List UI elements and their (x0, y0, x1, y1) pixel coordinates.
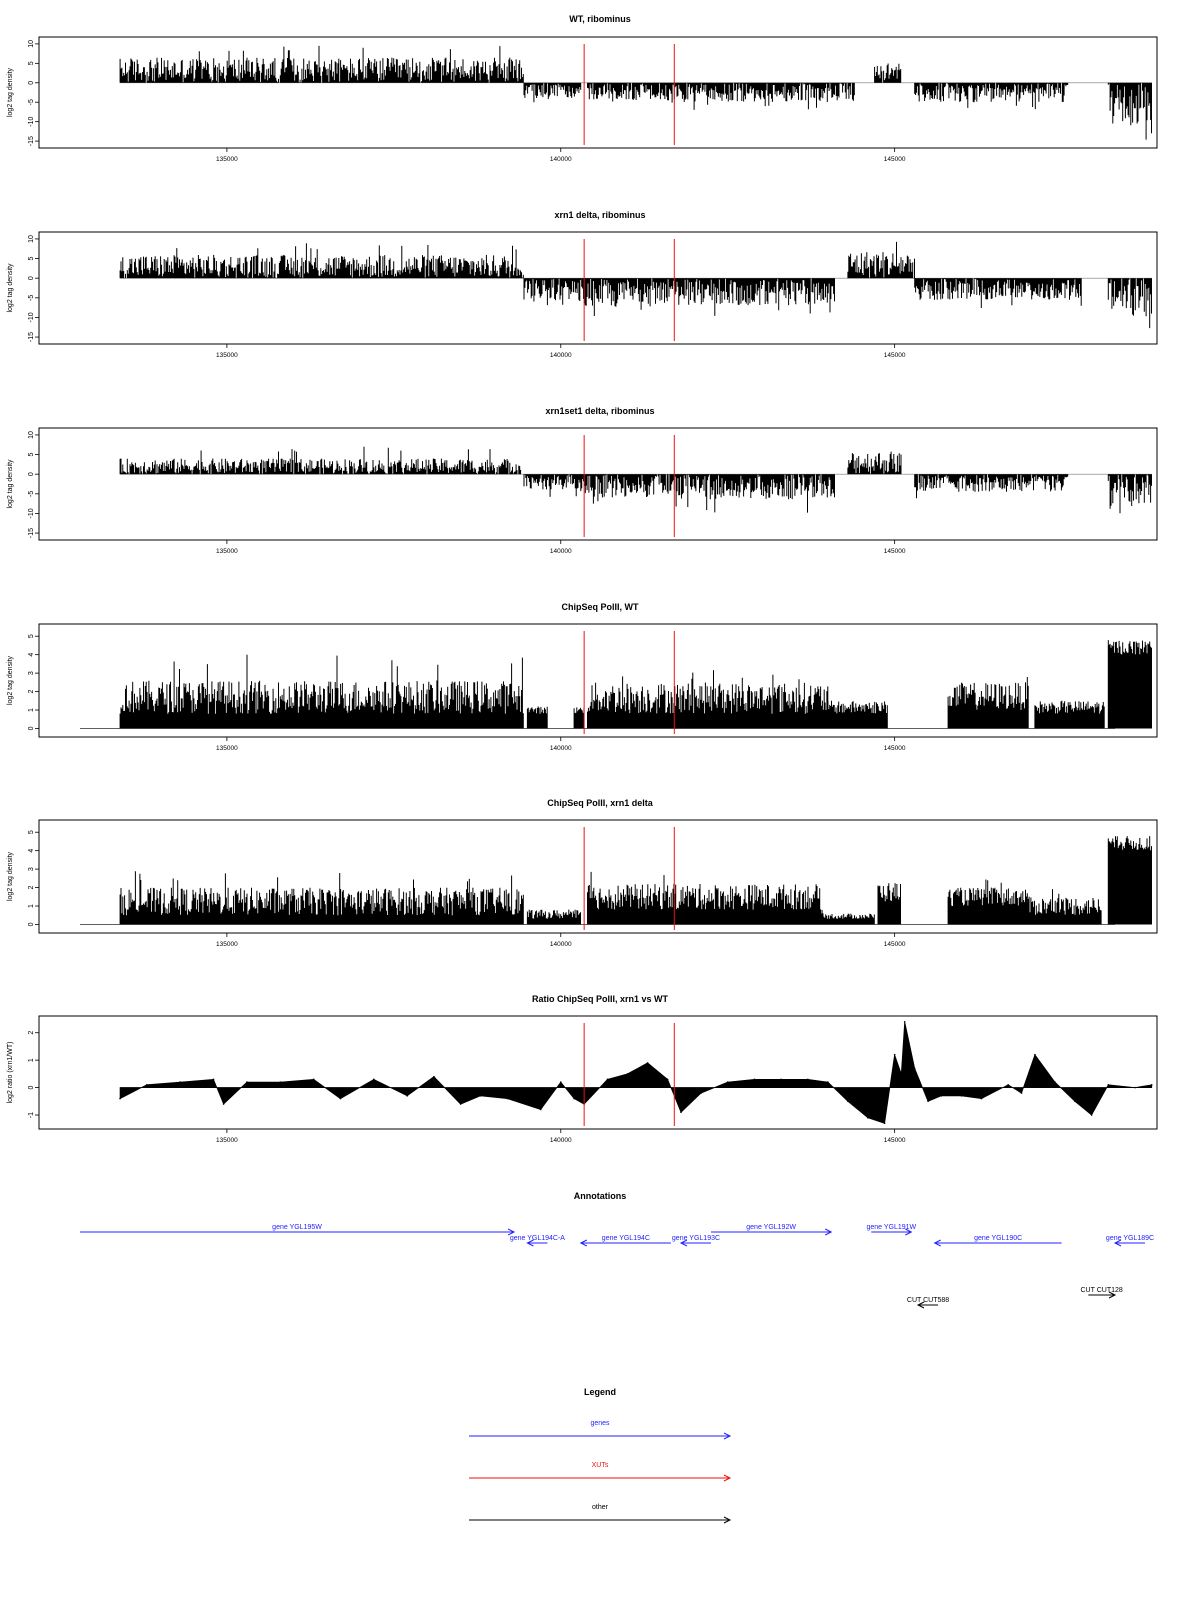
x-axis (216, 737, 906, 752)
x-tick-label: 140000 (549, 156, 572, 163)
y-axis-label: log2 tag density (7, 263, 14, 313)
annotations-title: Annotations (573, 1191, 627, 1201)
signal-bars (581, 474, 674, 503)
x-tick-label: 135000 (216, 548, 238, 555)
track-panel-4 (7, 602, 1157, 752)
ratio-point (914, 1068, 916, 1070)
ratio-point (507, 1098, 509, 1100)
signal-bars (1108, 278, 1151, 328)
signal-bars (527, 707, 547, 729)
ratio-point (700, 1092, 702, 1094)
series-marks (120, 242, 1152, 328)
y-tick-label: 4 (28, 848, 35, 853)
y-tick-label: 1 (28, 904, 35, 908)
signal-segment (828, 701, 887, 729)
ratio-point (727, 1081, 729, 1083)
x-tick-label: 140000 (549, 941, 572, 948)
signal-bars (948, 677, 1028, 729)
ratio-point (827, 1081, 829, 1083)
x-tick-label: 145000 (883, 156, 906, 163)
signal-segment (948, 677, 1028, 729)
y-axis (7, 634, 39, 730)
series-marks (120, 447, 1152, 513)
legend-section (469, 1387, 730, 1523)
ratio-point (680, 1111, 682, 1113)
ratio-point (627, 1073, 629, 1075)
ratio-point (647, 1062, 649, 1064)
track-panel-6 (7, 994, 1157, 1144)
legend-item (469, 1420, 730, 1439)
ratio-point (780, 1079, 782, 1081)
ratio-point (1034, 1054, 1036, 1056)
signal-segment (581, 474, 674, 503)
y-tick-label: 0 (28, 276, 35, 281)
y-tick-label: 3 (28, 671, 35, 676)
legend-item (469, 1462, 730, 1481)
x-tick-label: 140000 (549, 1137, 572, 1144)
y-tick-label: -1 (28, 1111, 35, 1119)
signal-bars (524, 474, 581, 497)
feature-label: gene YGL194C-A (509, 1235, 565, 1242)
ratio-point (480, 1095, 482, 1097)
x-tick-label: 135000 (216, 941, 238, 948)
ratio-point (961, 1095, 963, 1097)
x-tick-label: 140000 (549, 745, 572, 752)
feature-label: gene YGL193C (671, 1235, 721, 1242)
y-tick-label: -10 (28, 116, 35, 127)
y-tick-label: 0 (28, 922, 35, 927)
signal-bars (588, 872, 821, 925)
y-tick-label: 0 (28, 80, 35, 85)
ratio-point (607, 1079, 609, 1081)
y-axis-label: log2 ratio (xrn1/WT) (7, 1041, 14, 1104)
ratio-point (460, 1103, 462, 1105)
signal-bars (524, 278, 581, 305)
panel-title: xrn1set1 delta, ribominus (545, 406, 655, 416)
signal-bars (120, 447, 520, 474)
ratio-point (1021, 1092, 1023, 1094)
ratio-point (667, 1079, 669, 1081)
signal-bars (120, 46, 523, 83)
ratio-point (1108, 1084, 1110, 1086)
signal-bars (574, 707, 584, 728)
legend-label: XUTs (591, 1462, 609, 1469)
signal-segment (524, 278, 581, 305)
signal-segment (674, 278, 834, 316)
signal-segment (1108, 640, 1151, 728)
signal-bars (878, 883, 901, 924)
signal-segment (524, 83, 581, 102)
legend-label: other (592, 1504, 608, 1511)
y-tick-label: -5 (28, 490, 35, 497)
y-axis (7, 235, 39, 342)
signal-bars (875, 64, 901, 83)
signal-segment (524, 474, 581, 497)
annotation-feature (80, 1224, 514, 1235)
y-axis-label: log2 tag density (7, 851, 14, 902)
y-axis (7, 1031, 39, 1118)
y-axis-label: log2 tag density (7, 67, 14, 118)
ratio-point (146, 1084, 148, 1086)
x-axis (216, 344, 906, 359)
y-tick-label: 1 (28, 1058, 35, 1063)
signal-segment (848, 242, 915, 278)
signal-segment (120, 243, 523, 278)
annotation-feature (1106, 1235, 1154, 1246)
y-tick-label: -15 (28, 332, 35, 343)
y-tick-label: 3 (28, 867, 35, 872)
signal-segment (1028, 889, 1101, 924)
signal-bars (524, 83, 581, 102)
y-tick-label: -15 (28, 528, 35, 539)
signal-bars (1108, 83, 1151, 140)
signal-bars (674, 83, 854, 110)
y-axis (7, 830, 39, 926)
x-axis (216, 933, 906, 948)
y-tick-label: 5 (28, 61, 35, 66)
signal-segment (527, 707, 547, 729)
x-axis (216, 540, 906, 555)
ratio-point (119, 1098, 121, 1100)
track-panel-1 (7, 14, 1157, 163)
ratio-point (313, 1079, 315, 1081)
y-tick-label: 10 (28, 39, 35, 48)
signal-segment (120, 871, 523, 924)
annotation-feature (581, 1235, 671, 1246)
x-tick-label: 135000 (216, 745, 238, 752)
signal-segment (674, 83, 854, 110)
panel-title: ChipSeq PolII, WT (561, 602, 639, 612)
ratio-point (1054, 1081, 1056, 1083)
signal-bars (948, 880, 1028, 925)
signal-bars (588, 670, 828, 728)
ratio-point (807, 1079, 809, 1081)
signal-segment (588, 670, 828, 728)
ratio-point (179, 1081, 181, 1083)
ratio-point (754, 1079, 756, 1081)
x-tick-label: 135000 (216, 156, 238, 163)
annotations-section (80, 1191, 1154, 1308)
signal-segment (878, 883, 901, 924)
x-tick-label: 145000 (883, 941, 906, 948)
annotation-feature (510, 1235, 565, 1246)
signal-segment (915, 278, 1081, 308)
signal-bars (588, 83, 674, 103)
signal-segment (527, 910, 580, 925)
signal-segment (588, 83, 674, 103)
signal-segment (1108, 278, 1151, 328)
y-tick-label: 0 (28, 726, 35, 731)
signal-bars (120, 871, 523, 924)
y-tick-label: -5 (28, 294, 35, 301)
ratio-point (373, 1079, 375, 1081)
signal-segment (1108, 836, 1151, 924)
plot-frame (39, 1016, 1157, 1129)
annotation-feature (1081, 1287, 1123, 1298)
signal-bars (915, 278, 1081, 308)
signal-bars (1108, 836, 1151, 924)
ratio-point (847, 1101, 849, 1103)
y-axis-label: log2 tag density (7, 459, 14, 509)
x-tick-label: 145000 (883, 352, 906, 359)
ratio-point (223, 1103, 225, 1105)
y-axis (7, 40, 39, 146)
ratio-point (927, 1101, 929, 1103)
signal-segment (1035, 701, 1104, 729)
signal-bars (674, 474, 834, 512)
y-tick-label: 10 (28, 235, 35, 243)
ratio-point (560, 1081, 562, 1083)
y-tick-label: 2 (28, 885, 35, 890)
feature-label: CUT CUT128 (1080, 1287, 1123, 1294)
x-tick-label: 145000 (883, 745, 906, 752)
ratio-point (867, 1117, 869, 1119)
y-tick-label: 5 (28, 256, 35, 261)
signal-segment (915, 474, 1068, 498)
signal-bars (915, 83, 1068, 109)
y-tick-label: -5 (28, 99, 35, 106)
annotation-feature (711, 1224, 831, 1235)
signal-bars (120, 243, 523, 278)
annotation-feature (907, 1297, 949, 1308)
ratio-point (1074, 1101, 1076, 1103)
y-tick-label: 2 (28, 689, 35, 694)
series-marks (80, 836, 1152, 924)
signal-segment (915, 83, 1068, 109)
ratio-point (406, 1095, 408, 1097)
y-tick-label: 0 (28, 472, 35, 477)
signal-segment (1108, 474, 1151, 513)
ratio-point (1091, 1114, 1093, 1116)
feature-label: gene YGL190C (974, 1235, 1023, 1242)
x-tick-label: 145000 (883, 1137, 906, 1144)
ratio-area (120, 1022, 1152, 1124)
signal-bars (527, 910, 580, 925)
y-axis (7, 431, 39, 538)
panel-title: Ratio ChipSeq PolII, xrn1 vs WT (531, 994, 669, 1004)
ratio-point (941, 1095, 943, 1097)
panel-title: ChipSeq PolII, xrn1 delta (547, 798, 653, 808)
signal-segment (875, 64, 901, 83)
y-tick-label: -10 (28, 508, 35, 519)
legend-label: genes (590, 1420, 610, 1427)
signal-bars (1108, 474, 1151, 513)
x-tick-label: 140000 (549, 548, 572, 555)
ratio-point (1151, 1084, 1153, 1086)
ratio-point (540, 1109, 542, 1111)
signal-bars (581, 278, 674, 316)
x-tick-label: 135000 (216, 1137, 238, 1144)
x-tick-label: 140000 (549, 352, 572, 359)
ratio-point (904, 1021, 906, 1023)
y-tick-label: 10 (28, 431, 35, 439)
ratio-point (573, 1098, 575, 1100)
signal-segment (588, 872, 821, 925)
signal-segment (848, 452, 901, 475)
panel-title: WT, ribominus (569, 14, 631, 24)
x-axis (216, 148, 906, 163)
ratio-point (433, 1076, 435, 1078)
legend-item (469, 1504, 730, 1523)
x-tick-label: 135000 (216, 352, 238, 359)
y-tick-label: 4 (28, 652, 35, 657)
track-panel-5 (7, 798, 1157, 948)
y-tick-label: -10 (28, 312, 35, 323)
x-axis (216, 1129, 906, 1144)
feature-label: gene YGL189C (1105, 1235, 1155, 1242)
signal-bars (674, 278, 834, 316)
y-tick-label: 1 (28, 708, 35, 712)
feature-label: gene YGL195W (272, 1224, 322, 1231)
y-tick-label: 5 (28, 830, 35, 835)
ratio-point (884, 1122, 886, 1124)
ratio-point (901, 1073, 903, 1075)
signal-segment (120, 447, 520, 474)
panel-title: xrn1 delta, ribominus (554, 210, 646, 220)
signal-bars (848, 452, 901, 475)
signal-segment (821, 910, 874, 925)
signal-bars (828, 701, 887, 729)
ratio-point (213, 1079, 215, 1081)
series-marks (119, 1021, 1152, 1124)
annotation-feature (672, 1235, 720, 1246)
annotation-feature (866, 1224, 916, 1235)
signal-bars (1108, 640, 1151, 728)
y-tick-label: 5 (28, 634, 35, 639)
feature-label: gene YGL194C (601, 1235, 650, 1242)
series-marks (80, 640, 1152, 728)
signal-bars (120, 655, 523, 729)
track-panel-2 (7, 210, 1157, 359)
feature-label: gene YGL192W (746, 1224, 796, 1231)
x-tick-label: 145000 (883, 548, 906, 555)
ratio-point (894, 1054, 896, 1056)
signal-segment (581, 278, 674, 316)
signal-bars (1035, 701, 1104, 729)
y-tick-label: 2 (28, 1030, 35, 1035)
ratio-point (280, 1081, 282, 1083)
series-marks (120, 46, 1152, 140)
signal-segment (120, 655, 523, 729)
legend-title: Legend (583, 1387, 617, 1397)
signal-segment (574, 707, 584, 728)
track-panel-3 (7, 406, 1157, 555)
signal-bars (848, 242, 915, 278)
signal-segment (948, 880, 1028, 925)
signal-segment (674, 474, 834, 512)
signal-bars (1028, 889, 1101, 924)
annotation-feature (935, 1235, 1062, 1246)
signal-bars (915, 474, 1068, 498)
ratio-point (981, 1098, 983, 1100)
y-axis-label: log2 tag density (7, 655, 14, 706)
y-tick-label: 5 (28, 452, 35, 457)
signal-segment (120, 46, 523, 83)
y-tick-label: 0 (28, 1085, 35, 1090)
ratio-point (246, 1081, 248, 1083)
ratio-point (1007, 1084, 1009, 1086)
feature-label: gene YGL191W (866, 1224, 917, 1231)
signal-segment (1108, 83, 1151, 140)
y-tick-label: -15 (28, 136, 35, 147)
track-panels (7, 14, 1157, 1144)
ratio-point (340, 1098, 342, 1100)
feature-label: CUT CUT588 (906, 1297, 950, 1304)
signal-bars (821, 910, 874, 925)
